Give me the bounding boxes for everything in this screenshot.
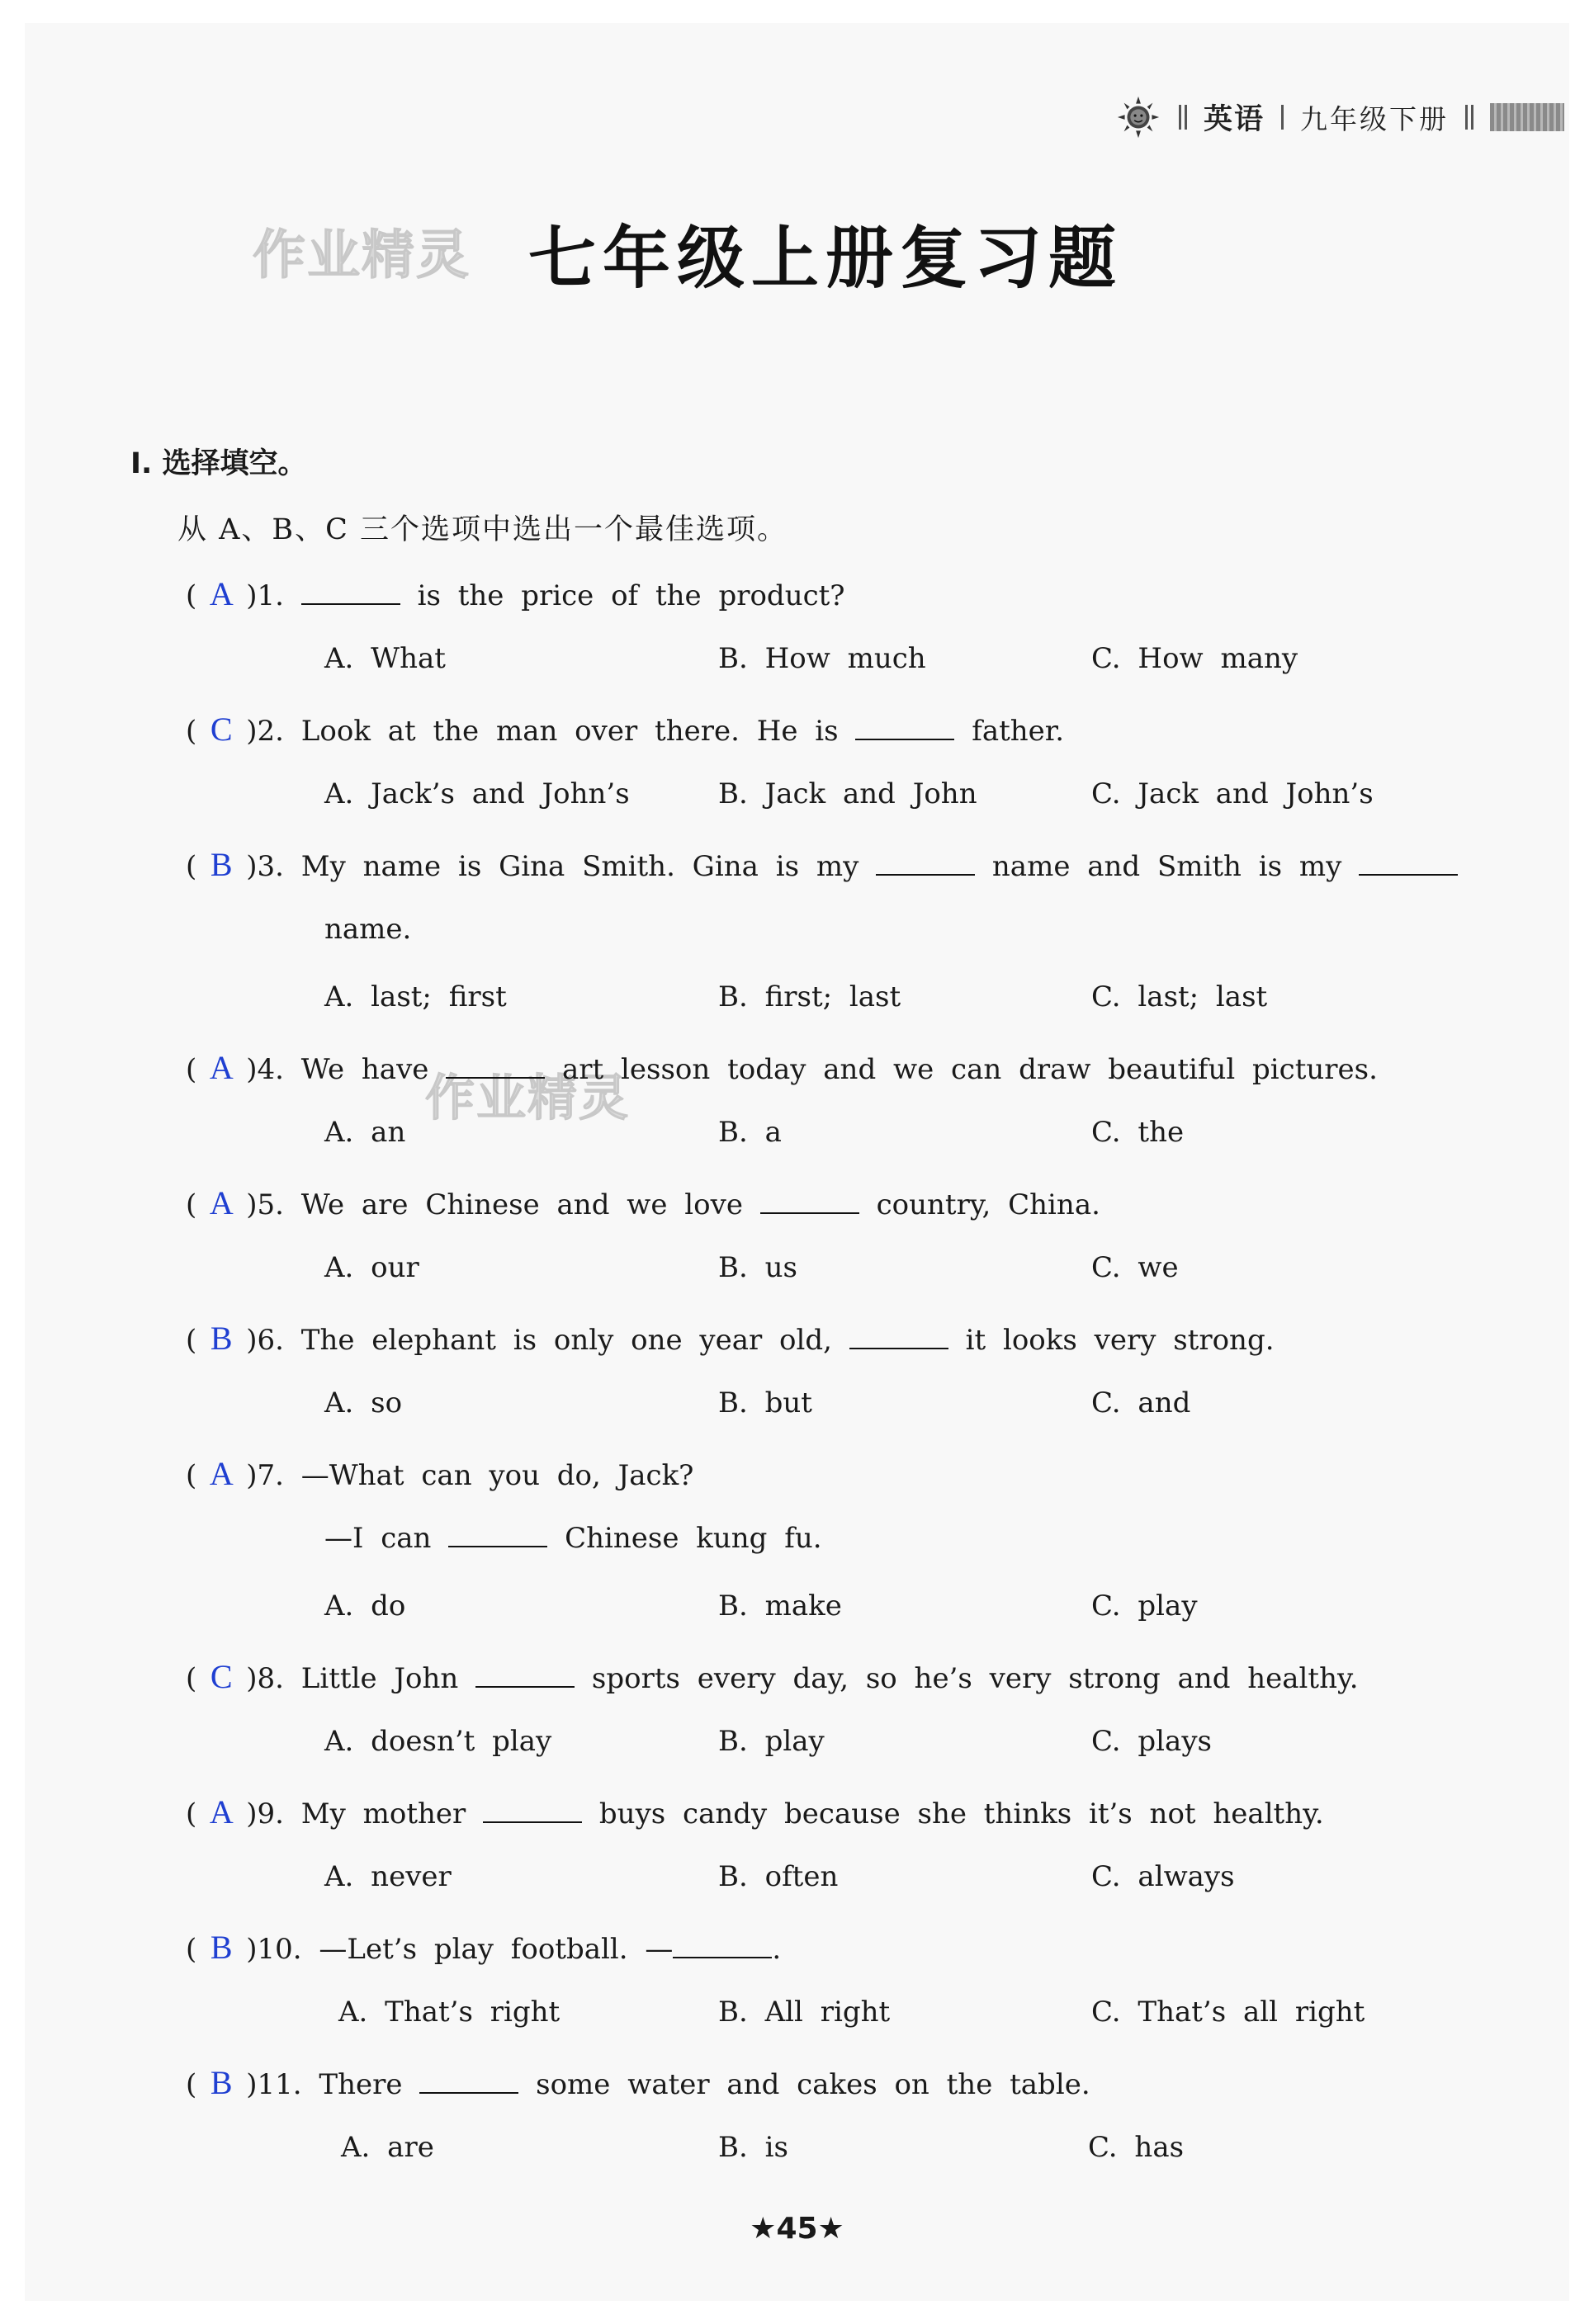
question-number: )7. xyxy=(246,1459,284,1492)
option-a: A. Jack’s and John’s xyxy=(324,777,630,810)
question-number: )4. xyxy=(246,1053,284,1086)
option-c: C. How many xyxy=(1091,642,1298,675)
question-text: Chinese kung fu. xyxy=(565,1522,822,1555)
question-text: father. xyxy=(972,715,1065,748)
answer-blank xyxy=(855,738,954,740)
question-number: )6. xyxy=(246,1324,284,1357)
question-text: art lesson today and we can draw beautiful pictures. xyxy=(562,1053,1378,1086)
question-number: )3. xyxy=(246,850,284,883)
answer-mark: A xyxy=(209,575,234,612)
question-text: name and Smith is my xyxy=(991,850,1342,883)
option-a: A. are xyxy=(341,2131,434,2164)
answer-mark: A xyxy=(209,1184,234,1221)
question-7: ( A )7. —What can you do, Jack? xyxy=(186,1455,694,1492)
watermark-logo: 作业精灵 xyxy=(253,225,471,286)
question-text: Little John xyxy=(300,1662,459,1695)
option-c: C. play xyxy=(1091,1589,1198,1623)
question-number: )5. xyxy=(246,1188,284,1221)
question-text: My mother xyxy=(300,1797,466,1830)
question-number: )10. xyxy=(246,1933,302,1966)
answer-mark: C xyxy=(210,711,233,748)
option-c: C. That’s all right xyxy=(1091,1996,1365,2029)
question-4: ( A )4. We have art lesson today and we can draw beautiful pictures. xyxy=(186,1049,1378,1086)
running-header xyxy=(1114,92,1564,142)
option-b: B. often xyxy=(718,1860,839,1893)
option-c: C. last; last xyxy=(1091,980,1268,1013)
section-instruction: 从 A、B、C 三个选项中选出一个最佳选项。 xyxy=(177,513,788,546)
question-text: . xyxy=(772,1933,782,1966)
question-text: it looks very strong. xyxy=(965,1324,1275,1357)
option-a: A. That’s right xyxy=(338,1996,561,2029)
answer-mark: B xyxy=(210,1320,233,1357)
question-5: ( A )5. We are Chinese and we love country, China. xyxy=(186,1184,1100,1221)
option-b: B. How much xyxy=(718,642,926,675)
question-number: )2. xyxy=(246,715,284,748)
option-b: B. play xyxy=(718,1725,825,1758)
header-decorative-bar xyxy=(1490,103,1564,131)
option-a: A. so xyxy=(324,1386,403,1419)
option-a: A. an xyxy=(324,1116,406,1149)
question-6: ( B )6. The elephant is only one year old, it looks very strong. xyxy=(186,1320,1275,1357)
question-11: ( B )11. There some water and cakes on the table. xyxy=(186,2064,1090,2101)
question-text: is the price of the product? xyxy=(417,579,845,612)
answer-blank xyxy=(301,602,400,605)
option-c: C. always xyxy=(1091,1860,1235,1893)
answer-mark: A xyxy=(209,1793,234,1830)
option-a: A. our xyxy=(324,1251,419,1284)
option-a: A. last; first xyxy=(324,980,507,1013)
option-b: B. but xyxy=(718,1386,812,1419)
option-c: C. Jack and John’s xyxy=(1091,777,1374,810)
question-text: There xyxy=(319,2068,403,2101)
question-text: buys candy because she thinks it’s not healthy. xyxy=(598,1797,1324,1830)
header-separator xyxy=(1465,105,1473,130)
question-text: Look at the man over there. He is xyxy=(300,715,839,748)
option-a: A. do xyxy=(324,1589,406,1623)
answer-blank xyxy=(448,1545,547,1547)
answer-blank xyxy=(673,1956,772,1958)
sun-icon xyxy=(1114,93,1162,141)
question-3: ( B )3. My name is Gina Smith. Gina is my name and Smith is my xyxy=(186,845,1458,884)
question-text: —What can you do, Jack? xyxy=(300,1459,694,1492)
option-b: B. make xyxy=(718,1589,842,1623)
answer-blank xyxy=(483,1821,582,1823)
question-text: —I can xyxy=(324,1522,432,1555)
option-b: B. us xyxy=(718,1251,797,1284)
header-subject: 英语 xyxy=(1203,103,1265,136)
question-10: ( B )10. —Let’s play football. — . xyxy=(186,1929,782,1966)
answer-blank xyxy=(849,1347,948,1349)
header-separator xyxy=(1281,105,1284,130)
option-c: C. and xyxy=(1091,1386,1191,1419)
option-c: C. has xyxy=(1088,2131,1185,2164)
option-a: A. What xyxy=(324,642,446,675)
question-continuation: name. xyxy=(324,913,412,946)
question-text: country, China. xyxy=(876,1188,1100,1221)
question-9: ( A )9. My mother buys candy because she thinks it’s not healthy. xyxy=(186,1793,1324,1830)
answer-blank xyxy=(446,1076,545,1079)
question-8: ( C )8. Little John sports every day, so he’s very strong and healthy. xyxy=(186,1658,1359,1695)
answer-blank xyxy=(419,2091,518,2094)
option-b: B. is xyxy=(718,2131,788,2164)
page-title: 七年级上册复习题 xyxy=(528,219,1123,298)
question-text: some water and cakes on the table. xyxy=(536,2068,1090,2101)
question-number: )8. xyxy=(246,1662,284,1695)
question-text: We are Chinese and we love xyxy=(300,1188,743,1221)
option-c: C. plays xyxy=(1091,1725,1212,1758)
watermark-logo: 作业精灵 xyxy=(425,1070,630,1127)
answer-mark: B xyxy=(210,2064,233,2101)
question-number: )9. xyxy=(246,1797,284,1830)
answer-blank xyxy=(475,1685,575,1688)
option-b: B. All right xyxy=(718,1996,891,2029)
option-c: C. the xyxy=(1091,1116,1185,1149)
option-b: B. first; last xyxy=(718,980,901,1013)
question-number: )1. xyxy=(246,579,284,612)
answer-mark: B xyxy=(210,1929,233,1966)
header-grade: 九年级下册 xyxy=(1300,102,1449,135)
answer-mark: A xyxy=(209,1049,234,1086)
answer-blank xyxy=(760,1212,859,1214)
question-number: )11. xyxy=(246,2068,302,2101)
answer-mark: B xyxy=(210,846,233,883)
header-separator xyxy=(1179,105,1187,130)
question-text: sports every day, so he’s very strong and healthy. xyxy=(591,1662,1359,1695)
answer-blank xyxy=(1359,873,1458,876)
question-text: —Let’s play football. — xyxy=(319,1933,674,1966)
section-heading: Ⅰ. 选择填空。 xyxy=(130,447,307,480)
answer-mark: C xyxy=(210,1658,233,1695)
question-text: We have xyxy=(300,1053,429,1086)
question-text: The elephant is only one year old, xyxy=(300,1324,832,1357)
page-number: ★45★ xyxy=(750,2212,844,2246)
answer-blank xyxy=(876,873,975,876)
option-b: B. Jack and John xyxy=(718,777,977,810)
question-2: ( C )2. Look at the man over there. He is father. xyxy=(186,711,1065,748)
question-1: ( A )1. is the price of the product? xyxy=(186,575,845,612)
question-continuation xyxy=(324,1522,822,1555)
option-c: C. we xyxy=(1091,1251,1179,1284)
option-a: A. doesn’t play xyxy=(324,1725,552,1758)
answer-mark: A xyxy=(209,1455,234,1492)
option-b: B. a xyxy=(718,1116,782,1149)
question-text: My name is Gina Smith. Gina is my xyxy=(300,850,859,883)
option-a: A. never xyxy=(324,1860,452,1893)
